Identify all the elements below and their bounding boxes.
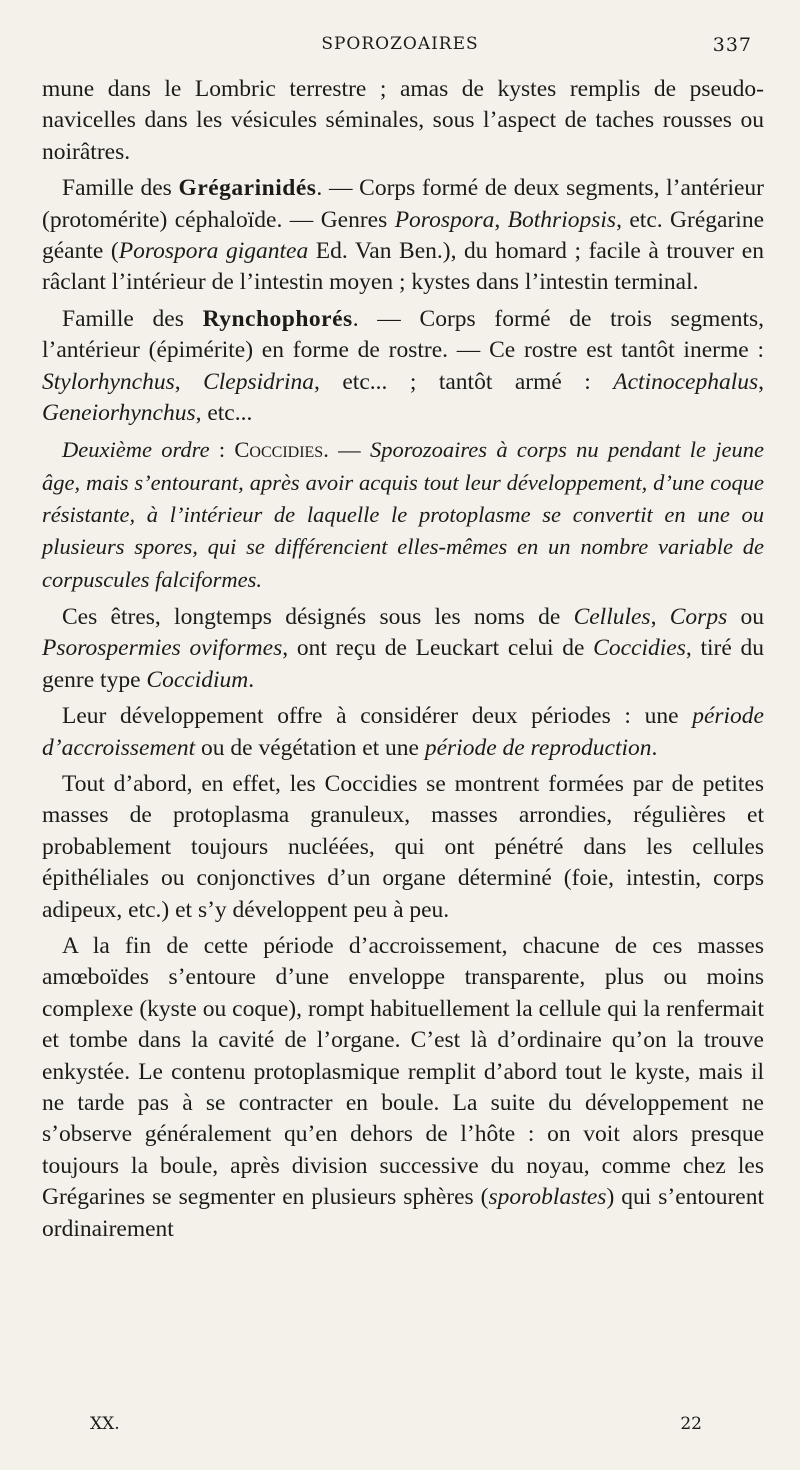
paragraph-gregarinides: Famille des Grégarinidés. — Corps formé de deux segments, l’antérieur (protomérite) céphaloïde. — Genres Porospora, Bothriopsis, etc. Grégarine géante (Porospora gigantea Ed. Van Ben.), du homard ; facile à trouver en râclant l’intérieur de l’intestin moyen ; kystes dans l’intestin terminal. [42,175,765,296]
paragraph-coccidies-order: Deuxième ordre : Coccidies. — Sporozoaires à corps nu pendant le jeune âge, mais s’entourant, après avoir acquis tout leur développement, d’une coque résistante, à l’intérieur de laquelle le protoplasme se convertit en une ou plusieurs spores, qui se différencient elles-mêmes en un nombre variable de corpuscules falciformes. [42,437,764,592]
paragraph-encystment: A la fin de cette période d’accroissement, chacune de ces masses amœboïdes s’entoure d’une enveloppe transparente, plus ou moins complexe (kyste ou coque), rompt habituellement la cellule qui la renfermait et tombe dans la cavité de l’organe. C’est là d’ordinaire qu’on la trouve enkystée. Le contenu protoplasmique remplit d’abord tout le kyste, mais il ne tarde pas à se contracter en boule. La suite du développement ne s’observe généralement qu’en dehors de l’hôte : on voit alors presque toujours la boule, après division successive du noyau, comme chez les Grégarines se segmenter en plusieurs sphères (sporoblastes) qui s’entourent ordinairement [42,933,764,1242]
paragraph-lombric: mune dans le Lombric terrestre ; amas de kystes remplis de pseudo-navicelles dans les vésicules séminales, sous l’aspect de taches rousses ou noirâtres. [42,76,764,165]
signature-mark: XX. [90,1414,120,1434]
running-head [42,34,758,60]
running-title: SPOROZOAIRES [321,34,479,54]
paragraph-periods: Leur développement offre à considérer deux périodes : une période d’accroissement ou de végétation et une période de reproduction. [42,703,764,761]
genus-clepsidrina: Clepsidrina [203,368,315,395]
page-footer [42,1414,758,1438]
family-name-rynchophores: Rynchophorés [202,305,353,332]
order-label: Deuxième ordre [62,437,210,463]
species-porospora-gigantea: Porospora gigantea [118,238,309,265]
paragraph-names: Ces êtres, longtemps désignés sous les noms de Cellules, Corps ou Psorospermies oviformes, ont reçu de Leuckart celui de Coccidies, tiré du genre type Coccidium. [42,603,764,693]
paragraph-rynchophores: Famille des Rynchophorés. — Corps formé de trois segments, l’antérieur (épimérite) en forme de rostre. — Ce rostre est tantôt inerme : Stylorhynchus, Clepsidrina, etc... ; tantôt armé : Actinocephalus, Geneiorhynchus, etc... [42,305,765,427]
sheet-number: 22 [680,1414,702,1434]
genus-porospora: Porospora [394,206,495,233]
genus-actinocephalus: Actinocephalus [613,368,759,395]
page-body [42,74,764,1250]
paragraph-growth: Tout d’abord, en effet, les Coccidies se montrent formées par de petites masses de protoplasma granuleux, masses arrondies, régulières et probablement toujours nucléées, qui ont pénétré dans les cellules épithéliales ou conjonctives d’un organe déterminé (foie, intestin, corps adipeux, etc.) et s’y développent peu à peu. [42,770,764,923]
genus-geneiorhynchus: Geneiorhynchus [42,400,196,427]
order-name-coccidies: Coccidies [234,437,324,463]
page-number: 337 [712,34,752,56]
genus-stylorhynchus: Stylorhynchus [42,368,175,395]
genus-bothriopsis: Bothriopsis [507,206,617,233]
family-name-gregarinides: Grégarinidés [178,175,317,202]
order-definition: Sporozoaires à corps nu pendant le jeune âge, mais s’entourant, après avoir acquis tout leur développement, d’une coque résistante, à l’intérieur de laquelle le protoplasme se convertit en une ou plusieurs spores, qui se différencient elles-mêmes en un nombre variable de corpuscules falciformes. [42,437,764,592]
